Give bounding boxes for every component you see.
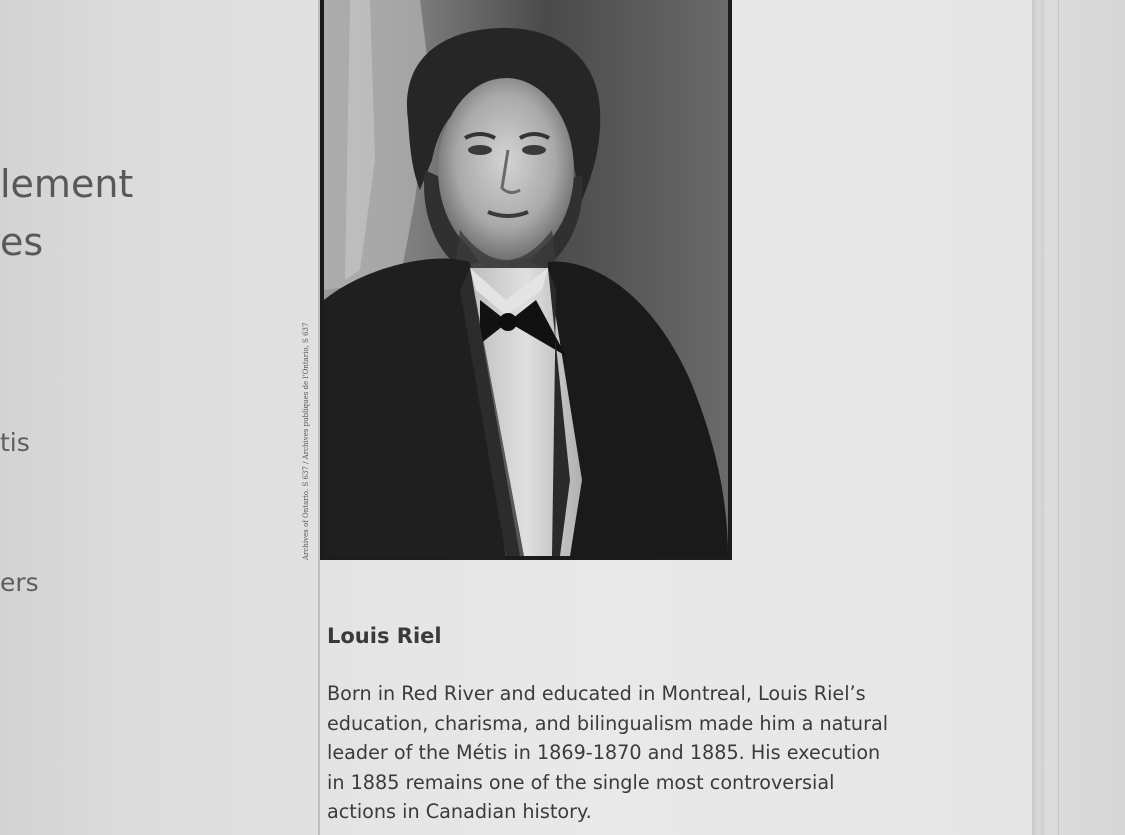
right-wall [1044,0,1125,835]
left-panel-heading-fragment-1: lement [0,162,134,206]
left-panel-text-fragment-2: ers [0,568,39,597]
left-panel-heading-fragment-2: es [0,220,44,264]
photo-credit: Archives of Ontario, S 637 / Archives publiques de l'Ontario, S 637 [302,322,310,560]
caption-line-4: in 1885 remains one of the single most controversial [327,770,835,794]
left-panel-text-fragment-1: tis [0,428,30,457]
caption-line-2: education, charisma, and bilingualism made him a natural [327,711,889,735]
portrait-image [320,0,732,560]
caption-line-1: Born in Red River and educated in Montreal, Louis Riel’s [327,682,866,705]
right-wall-seam [1058,0,1059,835]
caption-body [327,679,947,827]
caption-line-3: leader of the Métis in 1869-1870 and 1885. His execution [327,741,881,764]
left-exhibit-panel [0,0,322,835]
board-edge [1032,0,1044,835]
caption-line-5: actions in Canadian history. [327,800,592,823]
caption-title: Louis Riel [327,624,442,648]
portrait-photograph [320,0,732,560]
